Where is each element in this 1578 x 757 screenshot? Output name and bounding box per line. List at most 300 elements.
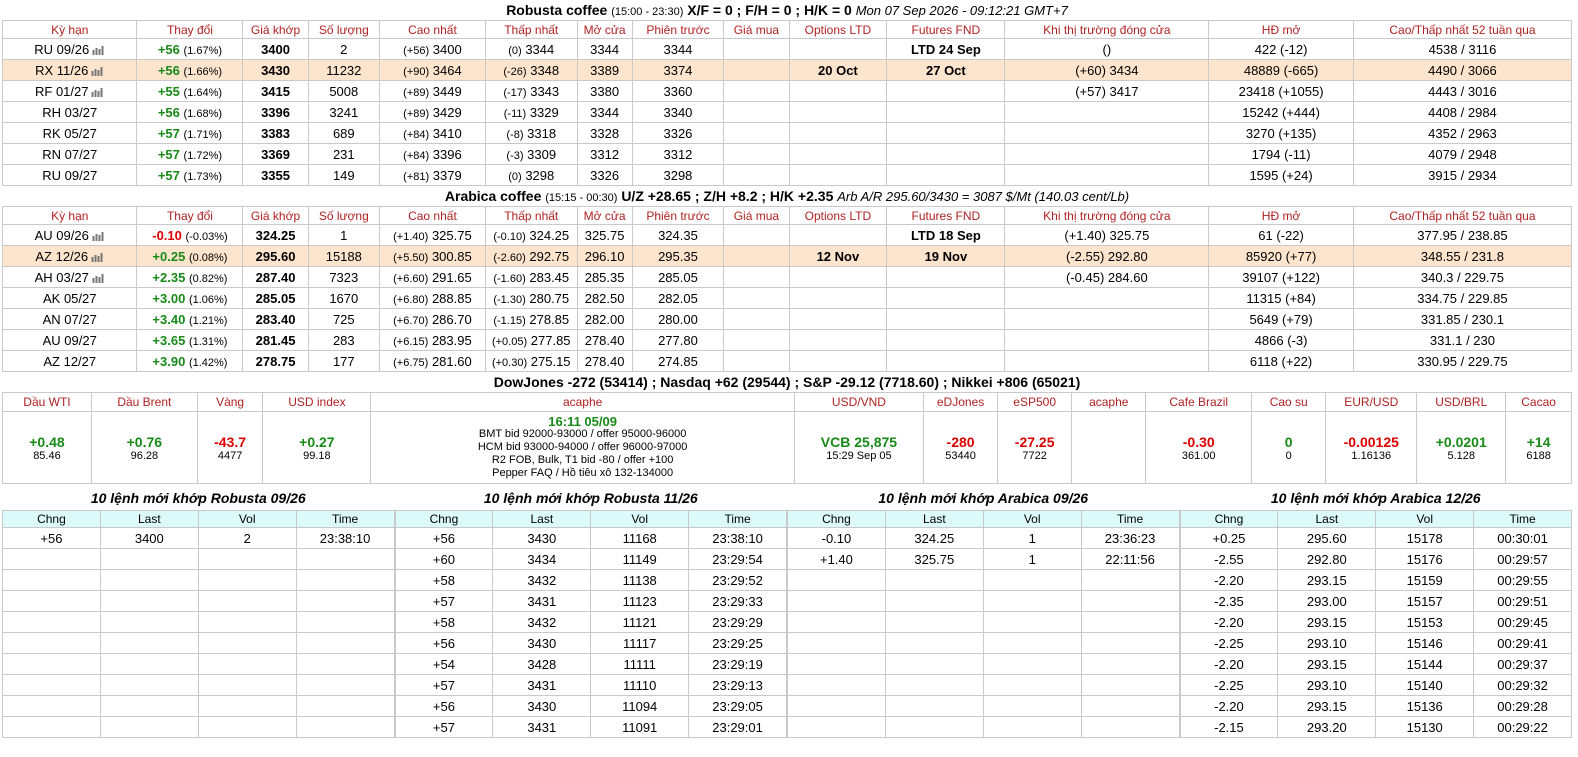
contract-term[interactable]: RN 07/27: [42, 146, 98, 162]
open-interest: 85920 (+77): [1209, 246, 1354, 267]
trade-volume: 11168: [591, 528, 689, 549]
change-percent: (-0.03%): [185, 230, 228, 243]
open-interest: 39107 (+122): [1209, 267, 1354, 288]
last-price: 3355: [243, 165, 308, 186]
change-cell: [137, 288, 243, 309]
trade-time: 00:29:45: [1474, 612, 1572, 633]
gold-cell: [197, 412, 263, 484]
market-header-3: USD index: [263, 393, 371, 412]
trade-volume: [983, 633, 1081, 654]
arabica-header-13: Cao/Thấp nhất 52 tuần qua: [1353, 207, 1571, 225]
high-delta: (+90): [403, 65, 430, 78]
trades-header-time: Time: [689, 511, 787, 528]
change-value: +3.00: [152, 290, 186, 306]
contract-term[interactable]: RU 09/26: [34, 41, 90, 57]
robusta-header-1: Thay đổi: [137, 21, 243, 39]
high-cell: [379, 123, 485, 144]
trade-last: 3400: [100, 528, 198, 549]
arabica-arb: Arb A/R 295.60/3430 = 3087 $/Mt (140.03 cent/Lb): [837, 189, 1130, 204]
trades-header-chng: Chng: [788, 511, 886, 528]
contract-term[interactable]: AU 09/27: [42, 332, 97, 348]
high-low-52w: 377.95 / 238.85: [1353, 225, 1571, 246]
trade-change: -2.20: [1180, 696, 1278, 717]
trade-row: [788, 696, 1180, 717]
trade-time: 22:11:56: [1081, 549, 1179, 570]
change-cell: [137, 225, 243, 246]
market-close: [1005, 123, 1209, 144]
high-cell: [379, 60, 485, 81]
change-value: -0.10: [152, 227, 182, 243]
trade-row: [1180, 675, 1572, 696]
high-delta: (+6.70): [393, 314, 429, 327]
arabica-header-2: Giá khớp: [243, 207, 308, 225]
change-value: +56: [157, 104, 180, 120]
usd-brl-cell: [1417, 412, 1506, 484]
market-close: [1005, 144, 1209, 165]
trade-last: [100, 654, 198, 675]
high-value: 3400: [432, 41, 462, 57]
trade-time: 23:29:19: [689, 654, 787, 675]
market-header-4: acaphe: [371, 393, 794, 412]
contract-term-cell[interactable]: [3, 267, 137, 288]
previous-price: 285.05: [632, 267, 724, 288]
high-delta: (+84): [403, 149, 430, 162]
bid-price: [724, 330, 789, 351]
arabica-header-7: Phiên trước: [632, 207, 724, 225]
robusta-header-8: Giá mua: [724, 21, 789, 39]
trades-header-vol: Vol: [983, 511, 1081, 528]
change-value: +0.25: [152, 248, 186, 264]
contract-term[interactable]: AK 05/27: [42, 290, 97, 306]
trade-last: 293.15: [1278, 612, 1376, 633]
trade-volume: 11138: [591, 570, 689, 591]
trade-row: [1180, 570, 1572, 591]
robusta-row[interactable]: [3, 60, 1572, 81]
last-price: 283.40: [243, 309, 308, 330]
volume: 15188: [308, 246, 379, 267]
change-cell: [137, 60, 243, 81]
trade-last: [885, 570, 983, 591]
bid-price: [724, 351, 789, 372]
change-cell: [137, 330, 243, 351]
trade-last: 3431: [493, 717, 591, 738]
contract-term-cell[interactable]: [3, 39, 137, 60]
trade-change: [3, 633, 101, 654]
open-interest: 1794 (-11): [1209, 144, 1354, 165]
contract-term[interactable]: RU 09/27: [42, 167, 98, 183]
low-value: 3309: [527, 146, 557, 162]
trade-row: [3, 717, 395, 738]
low-delta: (-3): [506, 149, 524, 162]
trades-table: [395, 510, 788, 738]
trade-time: [1081, 570, 1179, 591]
market-header-11: EUR/USD: [1326, 393, 1417, 412]
trade-volume: [983, 570, 1081, 591]
contract-term-cell[interactable]: [3, 144, 137, 165]
trades-block: [787, 490, 1180, 738]
futures-fnd: [887, 330, 1005, 351]
contract-term[interactable]: AZ 12/26: [35, 248, 89, 264]
edjones-change: -280: [946, 433, 975, 450]
contract-term[interactable]: RK 05/27: [42, 125, 97, 141]
trade-last: 3434: [493, 549, 591, 570]
trade-change: +57: [395, 591, 493, 612]
options-ltd: 20 Oct: [789, 60, 887, 81]
trade-row: [3, 654, 395, 675]
high-low-52w: 4352 / 2963: [1353, 123, 1571, 144]
last-price: 3396: [243, 102, 308, 123]
low-value: 3298: [525, 167, 555, 183]
options-ltd: [789, 330, 887, 351]
contract-term-cell[interactable]: [3, 309, 137, 330]
open-interest: 5649 (+79): [1209, 309, 1354, 330]
chart-icon[interactable]: [88, 84, 104, 99]
arabica-session: (15:15 - 00:30): [545, 192, 618, 204]
usd-vnd-cell: [794, 412, 923, 484]
robusta-session: (15:00 - 23:30): [611, 6, 684, 18]
trade-change: -2.20: [1180, 654, 1278, 675]
bid-price: [724, 144, 789, 165]
contract-term[interactable]: RF 01/27: [35, 83, 89, 99]
low-delta: (+0.05): [491, 335, 528, 348]
trade-time: 23:29:05: [689, 696, 787, 717]
trade-row: [395, 570, 787, 591]
futures-fnd: LTD 24 Sep: [887, 39, 1005, 60]
trades-header-last: Last: [1278, 511, 1376, 528]
high-low-52w: 4408 / 2984: [1353, 102, 1571, 123]
chart-icon[interactable]: [89, 270, 105, 285]
trades-header-row: [395, 511, 787, 528]
trade-volume: 11111: [591, 654, 689, 675]
high-value: 281.60: [431, 353, 472, 369]
trades-block-title: 10 lệnh mới khớp Robusta 09/26: [90, 490, 306, 506]
trade-time: 23:29:13: [689, 675, 787, 696]
contract-term-cell[interactable]: [3, 102, 137, 123]
market-header-8: acaphe: [1072, 393, 1146, 412]
trade-change: [788, 612, 886, 633]
contract-term-cell[interactable]: [3, 288, 137, 309]
low-cell: [485, 309, 577, 330]
low-value: 277.85: [530, 332, 571, 348]
trade-change: [788, 654, 886, 675]
open-price: 285.35: [577, 267, 632, 288]
trade-row: [788, 612, 1180, 633]
trade-volume: [198, 633, 296, 654]
market-close: [1005, 102, 1209, 123]
arabica-row[interactable]: [3, 330, 1572, 351]
trade-time: [296, 549, 394, 570]
trade-change: [788, 591, 886, 612]
arabica-header-10: Futures FND: [887, 207, 1005, 225]
trade-time: [296, 633, 394, 654]
high-delta: (+84): [403, 128, 430, 141]
futures-fnd: [887, 123, 1005, 144]
trades-header-time: Time: [296, 511, 394, 528]
options-ltd: 12 Nov: [789, 246, 887, 267]
trade-last: 3432: [493, 570, 591, 591]
edjones-cell: [924, 412, 998, 484]
brent-value: 96.28: [130, 449, 159, 462]
market-header-7: eSP500: [998, 393, 1072, 412]
volume: 5008: [308, 81, 379, 102]
change-value: +2.35: [152, 269, 186, 285]
contract-term-cell[interactable]: [3, 225, 137, 246]
acaphe-line-bmt: BMT bid 92000-93000 / offer 95000-96000: [478, 428, 687, 440]
trade-change: -0.10: [788, 528, 886, 549]
high-low-52w: 3915 / 2934: [1353, 165, 1571, 186]
high-cell: [379, 288, 485, 309]
trade-change: [788, 696, 886, 717]
arabica-header-row: [3, 207, 1572, 225]
high-cell: [379, 81, 485, 102]
low-cell: [485, 288, 577, 309]
arabica-header-11: Khi thị trường đóng cửa: [1005, 207, 1209, 225]
market-close: [1005, 288, 1209, 309]
chart-icon[interactable]: [89, 228, 105, 243]
options-ltd: [789, 144, 887, 165]
volume: 177: [308, 351, 379, 372]
previous-price: 3374: [632, 60, 724, 81]
trade-row: [1180, 549, 1572, 570]
open-price: 3312: [577, 144, 632, 165]
high-delta: (+89): [403, 107, 430, 120]
futures-fnd: [887, 309, 1005, 330]
acaphe-line-hcm: HCM bid 93000-94000 / offer 96000-97000: [477, 441, 688, 453]
recent-trades-section: [2, 490, 1572, 738]
low-cell: [485, 246, 577, 267]
options-ltd: [789, 102, 887, 123]
trade-volume: [983, 696, 1081, 717]
trade-last: 295.60: [1278, 528, 1376, 549]
edjones-value: 53440: [945, 449, 976, 462]
trade-time: 23:29:25: [689, 633, 787, 654]
trade-row: [788, 633, 1180, 654]
contract-term-cell[interactable]: [3, 123, 137, 144]
options-ltd: [789, 351, 887, 372]
trade-change: +57: [395, 675, 493, 696]
trade-volume: [983, 675, 1081, 696]
trade-row: [788, 570, 1180, 591]
contract-term-cell[interactable]: [3, 330, 137, 351]
robusta-row[interactable]: [3, 39, 1572, 60]
change-value: +55: [157, 83, 180, 99]
trades-header-time: Time: [1474, 511, 1572, 528]
bid-price: [724, 39, 789, 60]
open-price: 282.00: [577, 309, 632, 330]
options-ltd: [789, 225, 887, 246]
trades-header-row: [788, 511, 1180, 528]
high-value: 283.95: [431, 332, 472, 348]
change-percent: (1.06%): [188, 293, 228, 306]
last-price: 3415: [243, 81, 308, 102]
arabica-spreads: U/Z +28.65 ; Z/H +8.2 ; H/K +2.35: [621, 188, 834, 204]
contract-term-cell[interactable]: [3, 165, 137, 186]
trade-change: -2.35: [1180, 591, 1278, 612]
robusta-row[interactable]: [3, 165, 1572, 186]
trade-time: [1081, 675, 1179, 696]
trade-row: [395, 654, 787, 675]
trade-time: [1081, 696, 1179, 717]
trade-change: [3, 654, 101, 675]
low-cell: [485, 330, 577, 351]
chart-icon[interactable]: [88, 249, 104, 264]
change-percent: (1.72%): [183, 149, 223, 162]
page-datetime: Mon 07 Sep 2026 - 09:12:21 GMT+7: [855, 3, 1068, 18]
robusta-header-4: Cao nhất: [379, 21, 485, 39]
trades-header-last: Last: [100, 511, 198, 528]
high-cell: [379, 102, 485, 123]
contract-term[interactable]: AH 03/27: [34, 269, 89, 285]
trade-row: [3, 675, 395, 696]
arabica-row[interactable]: [3, 225, 1572, 246]
trade-row: [395, 528, 787, 549]
high-value: 291.65: [431, 269, 472, 285]
usd-brl-change: +0.0201: [1435, 433, 1487, 450]
acaphe-line-pepper: Pepper FAQ / Hồ tiêu xô 132-134000: [492, 467, 674, 479]
low-delta: (-17): [503, 86, 527, 99]
low-cell: [485, 144, 577, 165]
low-value: 3348: [530, 62, 560, 78]
trade-time: [296, 675, 394, 696]
market-close: (-0.45) 284.60: [1005, 267, 1209, 288]
previous-price: 3298: [632, 165, 724, 186]
arabica-row[interactable]: [3, 309, 1572, 330]
market-close: (+57) 3417: [1005, 81, 1209, 102]
arabica-row[interactable]: [3, 267, 1572, 288]
open-interest: 4866 (-3): [1209, 330, 1354, 351]
contract-term-cell[interactable]: [3, 81, 137, 102]
robusta-row[interactable]: [3, 144, 1572, 165]
trade-last: 293.00: [1278, 591, 1376, 612]
low-delta: (0): [508, 170, 522, 183]
open-interest: 3270 (+135): [1209, 123, 1354, 144]
wti-change: +0.48: [29, 433, 65, 450]
arabica-table: [2, 206, 1572, 372]
open-price: 3328: [577, 123, 632, 144]
trade-row: [3, 696, 395, 717]
chart-icon[interactable]: [89, 42, 105, 57]
low-delta: (+0.30): [491, 356, 528, 369]
chart-icon[interactable]: [88, 63, 104, 78]
trade-volume: 15144: [1376, 654, 1474, 675]
contract-term[interactable]: RH 03/27: [42, 104, 98, 120]
trade-change: [788, 633, 886, 654]
last-price: 287.40: [243, 267, 308, 288]
trade-time: 23:38:10: [296, 528, 394, 549]
trade-last: 3430: [493, 528, 591, 549]
contract-term[interactable]: AU 09/26: [34, 227, 89, 243]
futures-fnd: [887, 102, 1005, 123]
usd-vnd-time: 15:29 Sep 05: [826, 449, 892, 462]
trade-time: [1081, 612, 1179, 633]
change-value: +56: [157, 41, 180, 57]
robusta-row[interactable]: [3, 102, 1572, 123]
trade-time: [296, 591, 394, 612]
contract-term[interactable]: RX 11/26: [35, 62, 89, 78]
indices-line: DowJones -272 (53414) ; Nasdaq +62 (29544) ; S&P -29.12 (7718.60) ; Nikkei +806 (65021): [493, 374, 1081, 390]
trade-last: [885, 591, 983, 612]
low-cell: [485, 351, 577, 372]
low-value: 3318: [527, 125, 557, 141]
trade-last: [100, 612, 198, 633]
trade-change: +60: [395, 549, 493, 570]
trade-change: -2.15: [1180, 717, 1278, 738]
contract-term-cell[interactable]: [3, 60, 137, 81]
low-delta: (-1.60): [493, 272, 526, 285]
last-price: 278.75: [243, 351, 308, 372]
trade-time: 00:29:32: [1474, 675, 1572, 696]
trade-row: [788, 591, 1180, 612]
change-cell: [137, 246, 243, 267]
trade-last: 293.15: [1278, 570, 1376, 591]
robusta-header-11: Khi thị trường đóng cửa: [1005, 21, 1209, 39]
eur-usd-change: -0.00125: [1343, 433, 1399, 450]
arabica-row[interactable]: [3, 246, 1572, 267]
eur-usd-value: 1.16136: [1351, 449, 1392, 462]
market-header-13: Cacao: [1506, 393, 1572, 412]
contract-term[interactable]: AN 07/27: [42, 311, 97, 327]
arabica-row[interactable]: [3, 288, 1572, 309]
change-value: +57: [157, 125, 180, 141]
trade-change: [3, 717, 101, 738]
trades-header-vol: Vol: [198, 511, 296, 528]
low-delta: (-0.10): [493, 230, 526, 243]
open-interest: 422 (-12): [1209, 39, 1354, 60]
rubber-change: 0: [1284, 433, 1293, 450]
high-delta: (+6.80): [393, 293, 429, 306]
trade-last: 3430: [493, 696, 591, 717]
trade-volume: 15140: [1376, 675, 1474, 696]
trade-volume: 15136: [1376, 696, 1474, 717]
trade-volume: 15176: [1376, 549, 1474, 570]
contract-term-cell[interactable]: [3, 351, 137, 372]
futures-fnd: [887, 165, 1005, 186]
trade-volume: 15130: [1376, 717, 1474, 738]
contract-term[interactable]: AZ 12/27: [43, 353, 97, 369]
robusta-row[interactable]: [3, 123, 1572, 144]
market-close: [1005, 309, 1209, 330]
esp500-cell: [998, 412, 1072, 484]
robusta-row[interactable]: [3, 81, 1572, 102]
markets-header-row: [3, 393, 1572, 412]
change-cell: [137, 144, 243, 165]
low-cell: [485, 81, 577, 102]
trade-row: [788, 549, 1180, 570]
change-percent: (1.31%): [188, 335, 228, 348]
market-close: [1005, 165, 1209, 186]
futures-fnd: [887, 144, 1005, 165]
trades-table: [787, 510, 1180, 738]
previous-price: 282.05: [632, 288, 724, 309]
previous-price: 3340: [632, 102, 724, 123]
contract-term-cell[interactable]: [3, 246, 137, 267]
cacao-value: 6188: [1526, 449, 1551, 462]
high-cell: [379, 309, 485, 330]
change-cell: [137, 267, 243, 288]
arabica-row[interactable]: [3, 351, 1572, 372]
volume: 689: [308, 123, 379, 144]
high-low-52w: 4079 / 2948: [1353, 144, 1571, 165]
trade-volume: [198, 549, 296, 570]
trade-time: 00:29:51: [1474, 591, 1572, 612]
trade-volume: 11123: [591, 591, 689, 612]
esp500-change: -27.25: [1014, 433, 1055, 450]
bid-price: [724, 165, 789, 186]
market-close: [1005, 351, 1209, 372]
previous-price: 3312: [632, 144, 724, 165]
trade-change: [3, 570, 101, 591]
trade-last: 293.10: [1278, 675, 1376, 696]
